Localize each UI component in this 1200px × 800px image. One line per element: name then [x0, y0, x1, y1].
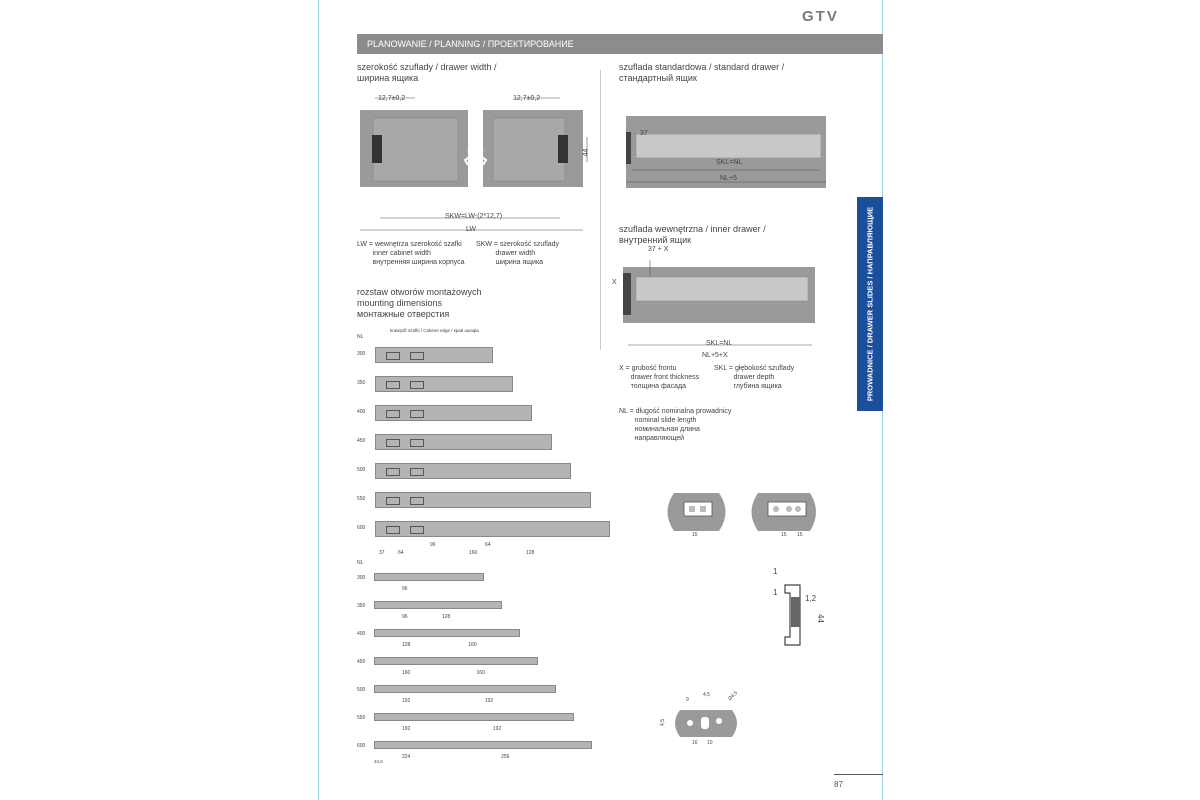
legend-skw: SKW = szerokość szuflady drawer width ширина ящика	[476, 241, 560, 266]
std-nl5: NL+5	[720, 175, 737, 182]
rail2-size-label: 350	[357, 603, 366, 609]
rail-slot	[386, 497, 400, 505]
rail-size-label: 350	[357, 380, 366, 386]
nl-label: NL	[357, 334, 364, 340]
slide-rail	[375, 405, 532, 421]
rail-slot	[386, 526, 400, 534]
bottom-dim2: 34,5	[374, 759, 383, 764]
rail-slot	[386, 381, 400, 389]
dim-right: 12,7±0,2	[513, 95, 541, 102]
page-number: 87	[834, 780, 843, 789]
slide-rail	[375, 347, 493, 363]
d2-dim-a: 15	[781, 532, 787, 538]
rail2-dim: 256	[501, 754, 510, 760]
inner-nl5x: NL+5+X	[702, 352, 728, 359]
std-dim-37: 37	[640, 130, 648, 137]
column-divider	[600, 70, 601, 350]
d1-dim: 15	[692, 532, 698, 538]
rail2-dim: 224	[402, 754, 411, 760]
rail2-dim: 160	[468, 642, 477, 648]
rail-slot	[410, 352, 424, 360]
section-title: PLANOWANIE / PLANNING / ПРОЕКТИРОВАНИЕ	[357, 34, 883, 54]
rail-size-label: 300	[357, 351, 366, 357]
lw-label: LW	[466, 226, 476, 233]
rail2-dim: 128	[402, 642, 411, 648]
skw-formula: SKW=LW-(2*12,7)	[445, 213, 503, 220]
rail2-dim: 192	[484, 698, 494, 704]
rail-size-label: 500	[357, 467, 366, 473]
slide-rail-thin	[374, 685, 556, 693]
d3-dim-10: 10	[707, 740, 713, 746]
rail-slot	[410, 439, 424, 447]
rail-size-label: 600	[357, 525, 366, 531]
detail-hole-2	[748, 488, 828, 536]
rail-size-label: 450	[357, 438, 366, 444]
d2-dim-b: 15	[797, 532, 803, 538]
rail2-dim: 192	[402, 698, 411, 704]
profile-dim-1b: 1	[773, 588, 778, 597]
slide-rail	[375, 376, 513, 392]
profile-dim-44: 44	[815, 614, 825, 623]
slide-rail	[375, 521, 610, 537]
rail2-size-label: 500	[357, 687, 366, 693]
rail-slot	[386, 468, 400, 476]
rail2-dim: 160	[402, 670, 411, 676]
rail2-size-label: 300	[357, 575, 366, 581]
bottom-dim-160: 160	[469, 550, 478, 556]
legend-x: X = grubość frontu drawer front thickness толщина фасада	[619, 365, 700, 390]
side-tab-label: PROWADNICE / DRAWER SLIDES / НАПРАВЛЯЮЩИЕ	[865, 206, 875, 402]
side-tab	[857, 197, 883, 411]
legend-nl: NL = długość nominalna prowadnicy nominal slide length номинальная длина направляющей	[619, 408, 732, 442]
rail-slot	[386, 439, 400, 447]
brand-logo: GTV	[802, 8, 839, 25]
rail-size-label: 400	[357, 409, 366, 415]
slide-rail-thin	[374, 713, 574, 721]
mounting-heading: rozstaw otworów montażowych mounting dimensions монтажные отверстия	[357, 287, 482, 319]
footer-rule	[834, 774, 883, 775]
rail2-dim: 160	[476, 670, 485, 676]
bottom-dim-128: 128	[526, 550, 535, 556]
rail2-size-label: 550	[357, 715, 366, 721]
slide-rail-thin	[374, 601, 502, 609]
drawer-width-heading: szerokość szuflady / drawer width / ширина ящика	[357, 62, 497, 83]
dim-height: 44	[582, 148, 590, 157]
bottom-dim-96: 96	[430, 542, 436, 548]
rail-slot	[410, 381, 424, 389]
legend-lw: LW = wewnętrza szerokość szafki inner cabinet width внутренняя ширина корпуса	[357, 241, 465, 266]
rail-slot	[410, 468, 424, 476]
profile-dim-12: 1,2	[805, 594, 817, 603]
dim-left: 12,7±0,2	[378, 95, 406, 102]
rail2-dim: 96	[402, 586, 408, 592]
standard-drawer-heading: szuflada standardowa / standard drawer / стандартный ящик	[619, 62, 785, 83]
nl-label-2: NL	[357, 560, 364, 566]
rail-slot	[410, 526, 424, 534]
slide-rail-thin	[374, 629, 520, 637]
inner-dim-37x: 37 + X	[648, 246, 669, 253]
rail2-size-label: 450	[357, 659, 366, 665]
rail2-size-label: 400	[357, 631, 366, 637]
d3-dim-45: 4,5	[703, 692, 710, 698]
inner-x: X	[612, 279, 617, 286]
inner-skl: SKL=NL	[706, 340, 733, 347]
rail-slot	[410, 410, 424, 418]
profile-dim-1a: 1	[773, 567, 778, 576]
bottom-dim-37: 37	[379, 550, 385, 556]
rail-slot	[386, 352, 400, 360]
rail2-dim: 192	[492, 726, 502, 732]
slide-rail	[375, 434, 552, 450]
inner-drawer-heading: szuflada wewnętrzna / inner drawer / внутренний ящик	[619, 224, 766, 245]
rail-slot	[410, 497, 424, 505]
rail2-dim: 192	[402, 726, 411, 732]
slide-rail-thin	[374, 657, 538, 665]
d3-dim-45v: 4,5	[659, 719, 666, 726]
bottom-dim-64a: 64	[398, 550, 404, 556]
rail2-dim: 128	[442, 614, 451, 620]
rail-size-label: 550	[357, 496, 366, 502]
rail2-dim: 96	[402, 614, 408, 620]
slide-rail-thin	[374, 741, 592, 749]
d3-dim-16: 16	[692, 740, 698, 746]
slide-rail-thin	[374, 573, 484, 581]
rail2-size-label: 600	[357, 743, 366, 749]
slide-rail	[375, 492, 591, 508]
detail-hole-1	[664, 488, 734, 536]
bottom-dim-64b: 64	[485, 542, 491, 548]
page-edge-left	[318, 0, 319, 800]
slide-rail	[375, 463, 571, 479]
std-skl: SKL=NL	[716, 159, 743, 166]
d3-dim-diam: Ø4,5	[727, 690, 740, 703]
d3-dim-9: 9	[686, 697, 689, 703]
rail-slot	[386, 410, 400, 418]
legend-skl: SKL = głębokość szuflady drawer depth глубина ящика	[714, 365, 795, 390]
edge-note: krawędź szafki / Cabinet edge / край шкафа	[390, 328, 479, 333]
